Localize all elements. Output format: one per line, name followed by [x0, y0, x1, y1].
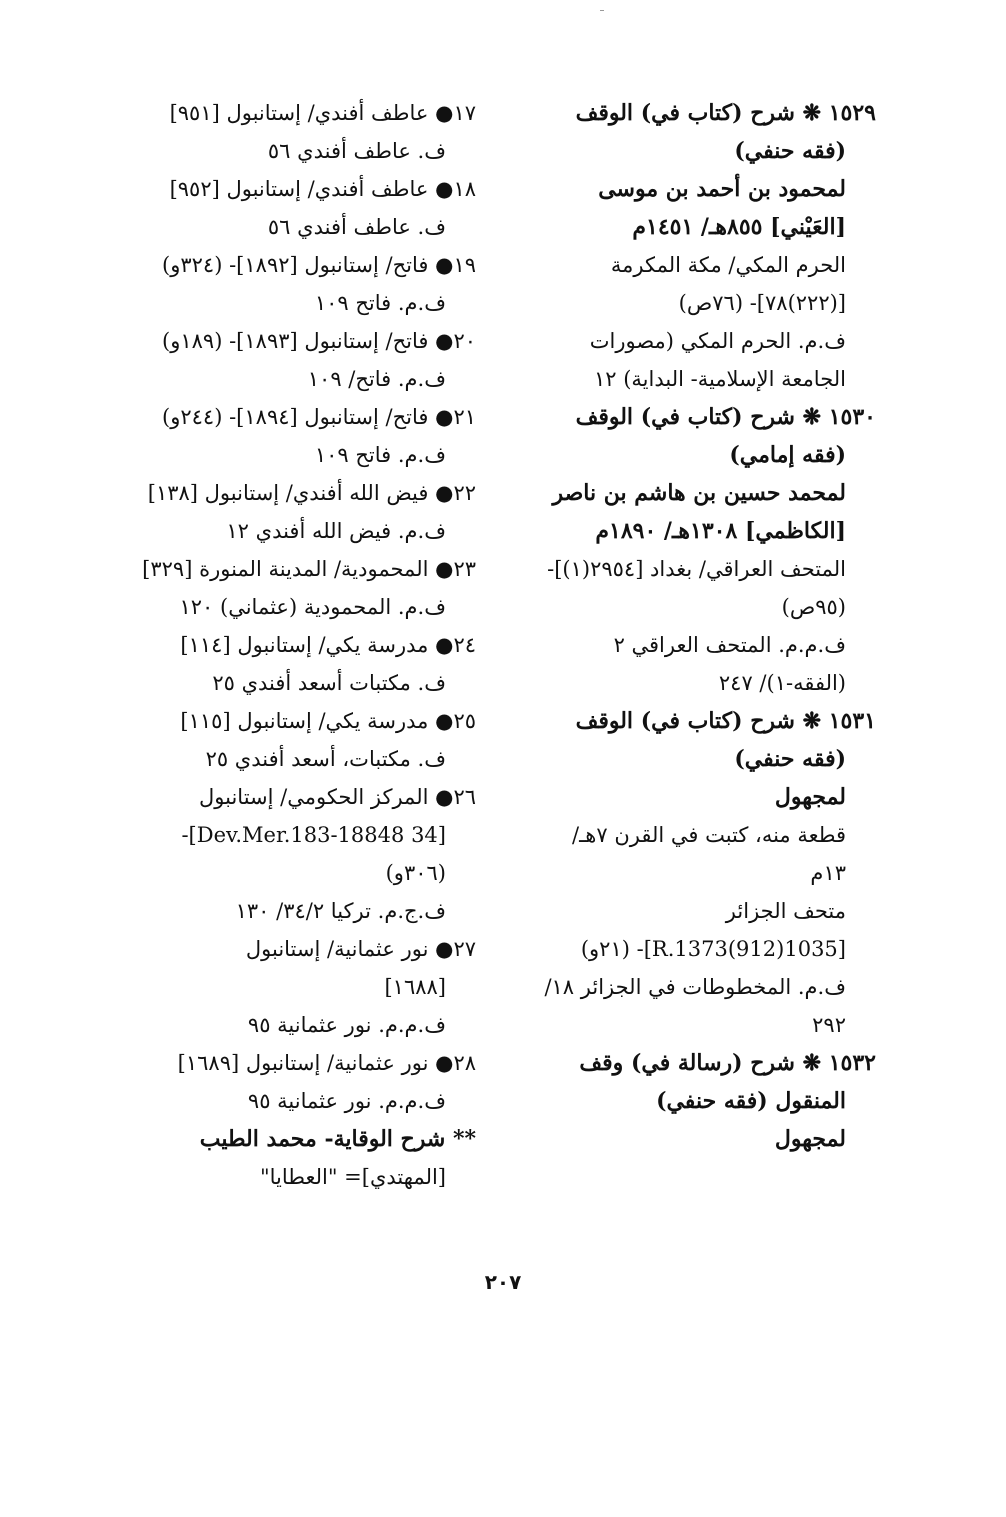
- right-column-line: ٢٢● فيض الله أفندي/ إستانبول [١٣٨]: [147, 481, 476, 505]
- right-column-line: ٢٥● مدرسة يكي/ إستانبول [١١٥]: [180, 709, 476, 733]
- right-column-line: ٢٧● نور عثمانية/ إستانبول: [245, 937, 476, 961]
- left-column-line: متحف الجزائر: [725, 899, 846, 923]
- left-column-line: المنقول (فقه حنفي): [656, 1088, 846, 1114]
- scan-mark: [600, 10, 604, 11]
- right-column-line: ف.م. المحمودية (عثماني) ١٢٠: [179, 595, 446, 619]
- right-column-line: (٣٠٦و): [385, 861, 446, 885]
- left-column-line: لمجهول: [774, 1126, 846, 1152]
- right-column-line: ف.م.م. نور عثمانية ٩٥: [247, 1013, 446, 1037]
- left-column-line: لمجهول: [774, 784, 846, 810]
- right-column-line: ١٨● عاطف أفندي/ إستانبول [٩٥٢]: [169, 177, 476, 201]
- left-column-line: [1035(912)R.1373]- (٢١و): [580, 937, 846, 961]
- right-column-line: ف.م. فاتح ١٠٩: [314, 443, 446, 467]
- left-column-line: لمحمود بن أحمد بن موسى: [598, 176, 846, 202]
- right-column-line: ف. عاطف أفندي ٥٦: [267, 139, 446, 163]
- right-column-line: ٢٣● المحمودية/ المدينة المنورة [٣٢٩]: [142, 557, 476, 581]
- left-column-line: (فقه حنفي): [734, 138, 846, 164]
- left-column-line: لمحمد حسين بن هاشم بن ناصر: [552, 480, 846, 506]
- left-column-line: [العَيْني] ٨٥٥هـ/ ١٤٥١م: [632, 214, 846, 240]
- right-column-line: ٢١● فاتح/ إستانبول [١٨٩٤]- (٢٤٤و): [162, 405, 476, 429]
- page-number: ٢٠٧: [484, 1270, 522, 1294]
- left-column-line: الجامعة الإسلامية- البداية) ١٢: [593, 367, 846, 391]
- left-column-line: ١٥٣١ ❋ شرح (كتاب في) الوقف: [575, 708, 876, 734]
- left-column-line: (الفقه-١)/ ٢٤٧: [718, 671, 846, 695]
- left-column-line: ١٥٣٠ ❋ شرح (كتاب في) الوقف: [575, 404, 876, 430]
- left-column-line: ٢٩٢: [812, 1013, 846, 1037]
- left-column-line: الحرم المكي/ مكة المكرمة: [610, 253, 846, 277]
- right-column-line: ١٩● فاتح/ إستانبول [١٨٩٢]- (٣٢٤و): [162, 253, 476, 277]
- left-column-line: ف.م. الحرم المكي (مصورات: [589, 329, 846, 353]
- right-column-line: ف.ج.م. تركيا ٣٤/٢/ ١٣٠: [235, 899, 446, 923]
- right-column-line: ف.م.م. نور عثمانية ٩٥: [247, 1089, 446, 1113]
- left-column-line: (فقه حنفي): [734, 746, 846, 772]
- left-column-line: ف.م. المخطوطات في الجزائر ١٨/: [544, 975, 846, 999]
- right-column-line: ** شرح الوقاية- محمد الطيب: [199, 1126, 476, 1152]
- left-column-line: (٩٥ص): [781, 595, 846, 619]
- right-column-line: [المهتدي]= "العطايا": [259, 1165, 446, 1189]
- right-column-line: [34 Dev.Mer.183-18848]-: [181, 823, 446, 847]
- right-column-line: ف.م. فاتح/ ١٠٩: [307, 367, 446, 391]
- left-column-line: قطعة منه، كتبت في القرن ٧هـ/: [572, 823, 846, 847]
- right-column-line: ف. مكتبات، أسعد أفندي ٢٥: [205, 747, 446, 771]
- left-column-line: ١٥٣٢ ❋ شرح (رسالة في) وقف: [579, 1050, 876, 1076]
- left-column-line: [(٢٢٢)٧٨]- (٧٦ص): [678, 291, 846, 315]
- left-column-line: ١٣م: [810, 861, 846, 885]
- right-column-line: ف. عاطف أفندي ٥٦: [267, 215, 446, 239]
- left-column-line: (فقه إمامي): [729, 442, 846, 468]
- right-column-line: ف.م. فاتح ١٠٩: [314, 291, 446, 315]
- right-column: [76, 94, 476, 1196]
- left-column-line: ف.م.م. المتحف العراقي ٢: [613, 633, 846, 657]
- left-column: [516, 94, 876, 1158]
- right-column-line: ف. مكتبات أسعد أفندي ٢٥: [212, 671, 446, 695]
- left-column-line: المتحف العراقي/ بغداد [٢٩٥٤(١)]-: [547, 557, 846, 581]
- right-column-line: [١٦٨٨]: [384, 975, 446, 999]
- right-column-line: ٢٤● مدرسة يكي/ إستانبول [١١٤]: [180, 633, 476, 657]
- right-column-line: ٢٨● نور عثمانية/ إستانبول [١٦٨٩]: [177, 1051, 476, 1075]
- right-column-line: ١٧● عاطف أفندي/ إستانبول [٩٥١]: [169, 101, 476, 125]
- right-column-line: ٢٠● فاتح/ إستانبول [١٨٩٣]- (١٨٩و): [162, 329, 476, 353]
- right-column-line: ف.م. فيض الله أفندي ١٢: [226, 519, 446, 543]
- right-column-line: ٢٦● المركز الحكومي/ إستانبول: [199, 785, 476, 809]
- left-column-line: ١٥٢٩ ❋ شرح (كتاب في) الوقف: [575, 100, 876, 126]
- left-column-line: [الكاظمي] ١٣٠٨هـ/ ١٨٩٠م: [595, 518, 846, 544]
